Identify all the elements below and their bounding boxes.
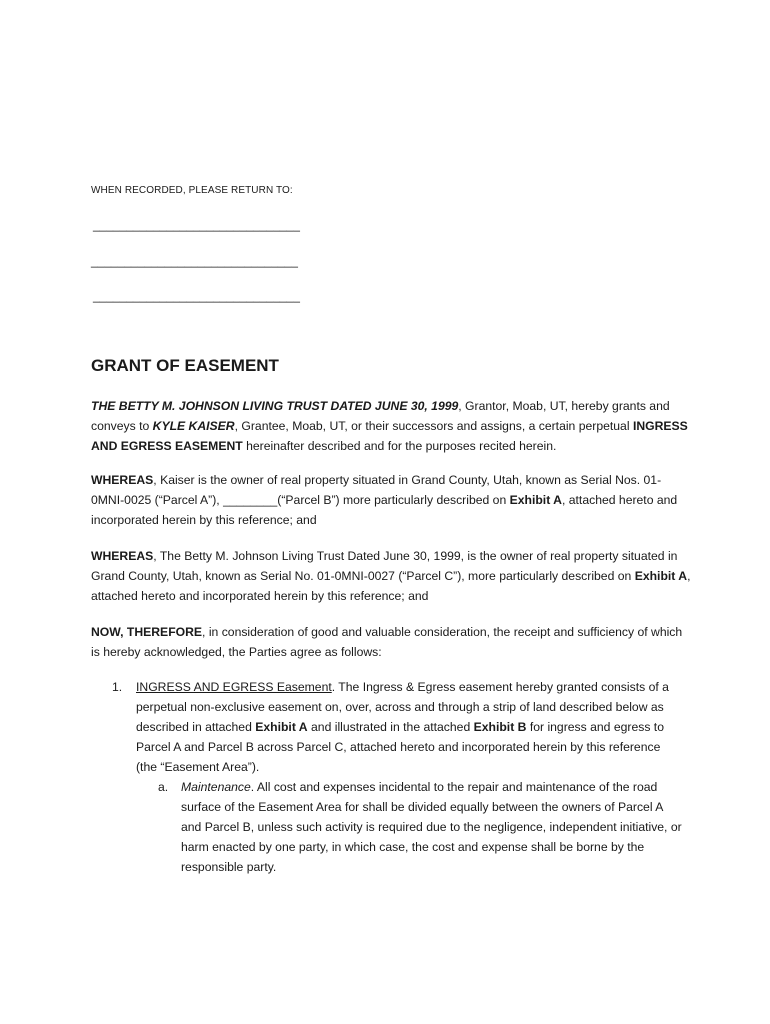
grantee-name: KYLE KAISER [152,419,235,433]
item-1-exhibit-a: Exhibit A [255,720,308,734]
whereas-paragraph-1 [91,470,691,530]
item-1a-heading: Maintenance [181,780,251,794]
item-1-exhibit-b: Exhibit B [473,720,527,734]
item-1-text-3: for ingress and egress to Parcel A and Parcel B across Parcel C, attached hereto and incorporated herein by this reference (the “Easement Area”). [136,720,664,774]
item-1a-text: . All cost and expenses incidental to the repair and maintenance of the road surface of the Easement Area for shall be divided equally between the owners of Parcel A and Parcel B, unless such activity is required due to the negligence, independent initiative, or harm enacted by one party, in which case, the cost and expense shall be borne by the responsible party. [181,780,682,874]
easement-type: INGRESS AND EGRESS EASEMENT [91,419,688,453]
intro-text-2: , Grantee, Moab, UT, or their successors and assigns, a certain perpetual [234,419,633,433]
document-title: GRANT OF EASEMENT [91,356,279,375]
return-address-line-2: _______________________________ [91,254,298,268]
whereas-2-text-1: , The Betty M. Johnson Living Trust Dated June 30, 1999, is the owner of real property situated in Grand County, Utah, known as Serial No. 01-0MNI-0027 (“Parcel C”), more particularly described on [91,549,678,583]
item-1a-letter: a. [158,780,169,794]
item-1-text-1: . The Ingress & Egress easement hereby granted consists of a perpetual non-exclusive easement on, over, across and through a strip of land described below as described in attached [136,680,669,734]
item-1a-body [181,777,684,877]
item-1-number: 1. [112,680,123,694]
now-therefore-lead: NOW, THEREFORE [91,625,203,639]
whereas-1-text-2: , attached hereto and incorporated herein by this reference; and [91,493,678,527]
whereas-1-text-1: , Kaiser is the owner of real property situated in Grand County, Utah, known as Serial Nos. 01-0MNI-0025 (“Parcel A”), ________(“Parcel B”) more particularly described on [91,473,662,507]
return-label: WHEN RECORDED, PLEASE RETURN TO: [91,185,293,196]
whereas-lead-1: WHEREAS [91,473,154,487]
whereas-2-exhibit: Exhibit A [634,569,688,583]
whereas-lead-2: WHEREAS [91,549,154,563]
now-therefore-text: , in consideration of good and valuable consideration, the receipt and sufficiency of which is hereby acknowledged, the Parties agree as follows: [91,625,683,659]
intro-text-1: , Grantor, Moab, UT, hereby grants and conveys to [91,399,670,433]
item-1-body [136,677,684,777]
intro-text-3: hereinafter described and for the purposes recited herein. [242,439,557,453]
whereas-2-text-2: , attached hereto and incorporated herein by this reference; and [91,569,691,603]
whereas-paragraph-2 [91,546,691,606]
whereas-1-exhibit: Exhibit A [509,493,562,507]
return-address-line-1: _______________________________ [93,218,300,232]
grantor-name: THE BETTY M. JOHNSON LIVING TRUST DATED JUNE 30, 1999 [91,399,459,413]
return-address-line-3: _______________________________ [93,289,300,303]
item-1-text-2: and illustrated in the attached [307,720,474,734]
item-1-heading: INGRESS AND EGRESS Easement [136,680,332,694]
now-therefore-paragraph [91,622,691,662]
intro-paragraph [91,396,691,456]
